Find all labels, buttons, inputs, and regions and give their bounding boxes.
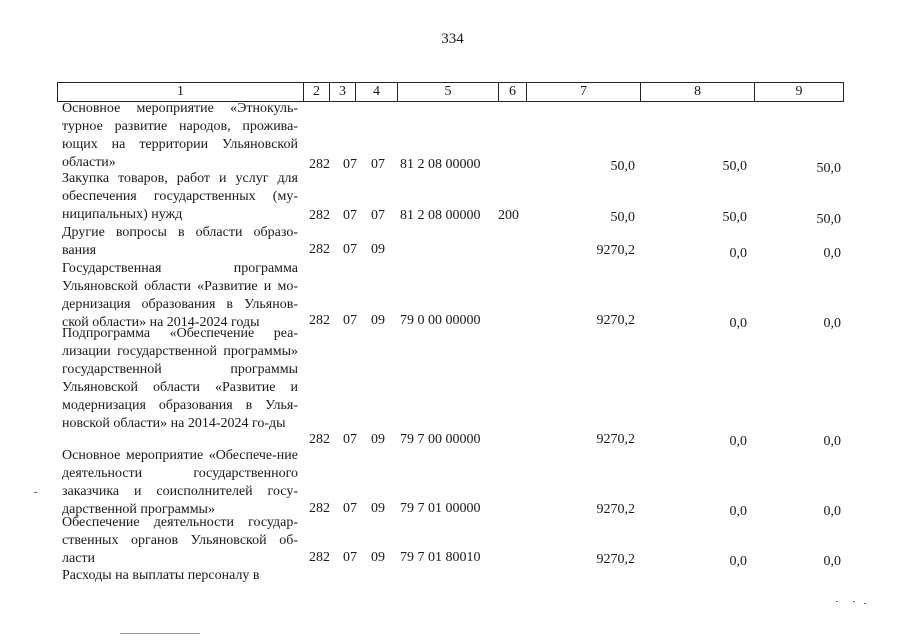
- row-value-2023: 0,0: [729, 316, 747, 331]
- row-value-2022: 50,0: [610, 159, 635, 174]
- row-gr: 282: [309, 242, 330, 257]
- row-value-2024: 50,0: [816, 212, 841, 227]
- row-description: Другие вопросы в области образо-вания: [62, 225, 298, 258]
- row-pr: 07: [371, 208, 385, 223]
- row-value-2023: 0,0: [729, 434, 747, 449]
- row-value-2024: 0,0: [823, 554, 841, 569]
- row-csr: 81 2 08 00000: [400, 208, 481, 223]
- row-value-2023: 50,0: [722, 159, 747, 174]
- row-description: Подпрограмма «Обеспечение реа-лизации государственной программы» государственной программы Ульяновской области «Развитие и модернизация образования в Улья-новской области» на 2014-2024 го-ды: [62, 326, 298, 431]
- row-csr: 79 7 01 80010: [400, 550, 481, 565]
- header-col-8: 8: [640, 83, 754, 101]
- scan-speck: [120, 633, 200, 634]
- row-gr: 282: [309, 208, 330, 223]
- row-description: Государственная программа Ульяновской области «Развитие и мо-дернизация образования в Ульянов-ской области» на 2014-2024 годы: [62, 261, 298, 330]
- row-pr: 07: [371, 157, 385, 172]
- row-pr: 09: [371, 242, 385, 257]
- row-value-2023: 0,0: [729, 246, 747, 261]
- row-value-2024: 0,0: [823, 434, 841, 449]
- row-value-2022: 9270,2: [596, 432, 635, 447]
- header-col-7: 7: [526, 83, 640, 101]
- row-pr: 09: [371, 432, 385, 447]
- row-description: Расходы на выплаты персоналу в: [62, 568, 260, 583]
- row-value-2022: 9270,2: [596, 313, 635, 328]
- row-value-2023: 0,0: [729, 554, 747, 569]
- row-rz: 07: [343, 208, 357, 223]
- row-csr: 79 7 01 00000: [400, 501, 481, 516]
- row-csr: 79 0 00 00000: [400, 313, 481, 328]
- row-gr: 282: [309, 157, 330, 172]
- row-value-2022: 50,0: [610, 210, 635, 225]
- header-col-6: 6: [498, 83, 526, 101]
- row-rz: 07: [343, 157, 357, 172]
- row-vr: 200: [498, 208, 519, 223]
- row-description: Обеспечение деятельности государ-ственных органов Ульяновской об-ласти: [62, 515, 298, 566]
- row-value-2022: 9270,2: [596, 243, 635, 258]
- row-value-2023: 0,0: [729, 504, 747, 519]
- row-rz: 07: [343, 550, 357, 565]
- row-description: Закупка товаров, работ и услуг для обеспечения государственных (му-ниципальных) нужд: [62, 171, 298, 222]
- row-rz: 07: [343, 501, 357, 516]
- row-csr: 81 2 08 00000: [400, 157, 481, 172]
- header-col-5: 5: [397, 83, 498, 101]
- scan-speck: [836, 601, 838, 602]
- header-col-2: 2: [303, 83, 329, 101]
- row-pr: 09: [371, 501, 385, 516]
- header-col-9: 9: [754, 83, 843, 101]
- header-col-3: 3: [329, 83, 355, 101]
- row-description: Основное мероприятие «Обеспече-ние деятельности государственного заказчика и соисполнителей госу-дарственной программы»: [62, 448, 298, 517]
- scan-speck: [864, 603, 866, 604]
- row-value-2023: 50,0: [722, 210, 747, 225]
- row-value-2024: 0,0: [823, 246, 841, 261]
- page-number: 334: [441, 31, 464, 47]
- row-gr: 282: [309, 313, 330, 328]
- row-csr: 79 7 00 00000: [400, 432, 481, 447]
- row-value-2022: 9270,2: [596, 552, 635, 567]
- row-rz: 07: [343, 432, 357, 447]
- scan-speck: [853, 601, 855, 602]
- row-value-2022: 9270,2: [596, 502, 635, 517]
- row-rz: 07: [343, 242, 357, 257]
- row-value-2024: 0,0: [823, 316, 841, 331]
- row-gr: 282: [309, 501, 330, 516]
- row-gr: 282: [309, 550, 330, 565]
- scan-speck: [34, 492, 37, 493]
- table-header-row: [57, 82, 844, 102]
- header-col-1: 1: [177, 84, 184, 99]
- row-description: Основное мероприятие «Этнокуль-турное развитие народов, прожива-ющих на территории Ульяновской области»: [62, 101, 298, 170]
- row-gr: 282: [309, 432, 330, 447]
- row-pr: 09: [371, 550, 385, 565]
- row-value-2024: 0,0: [823, 504, 841, 519]
- row-value-2024: 50,0: [816, 161, 841, 176]
- header-col-4: 4: [355, 83, 397, 101]
- row-pr: 09: [371, 313, 385, 328]
- row-rz: 07: [343, 313, 357, 328]
